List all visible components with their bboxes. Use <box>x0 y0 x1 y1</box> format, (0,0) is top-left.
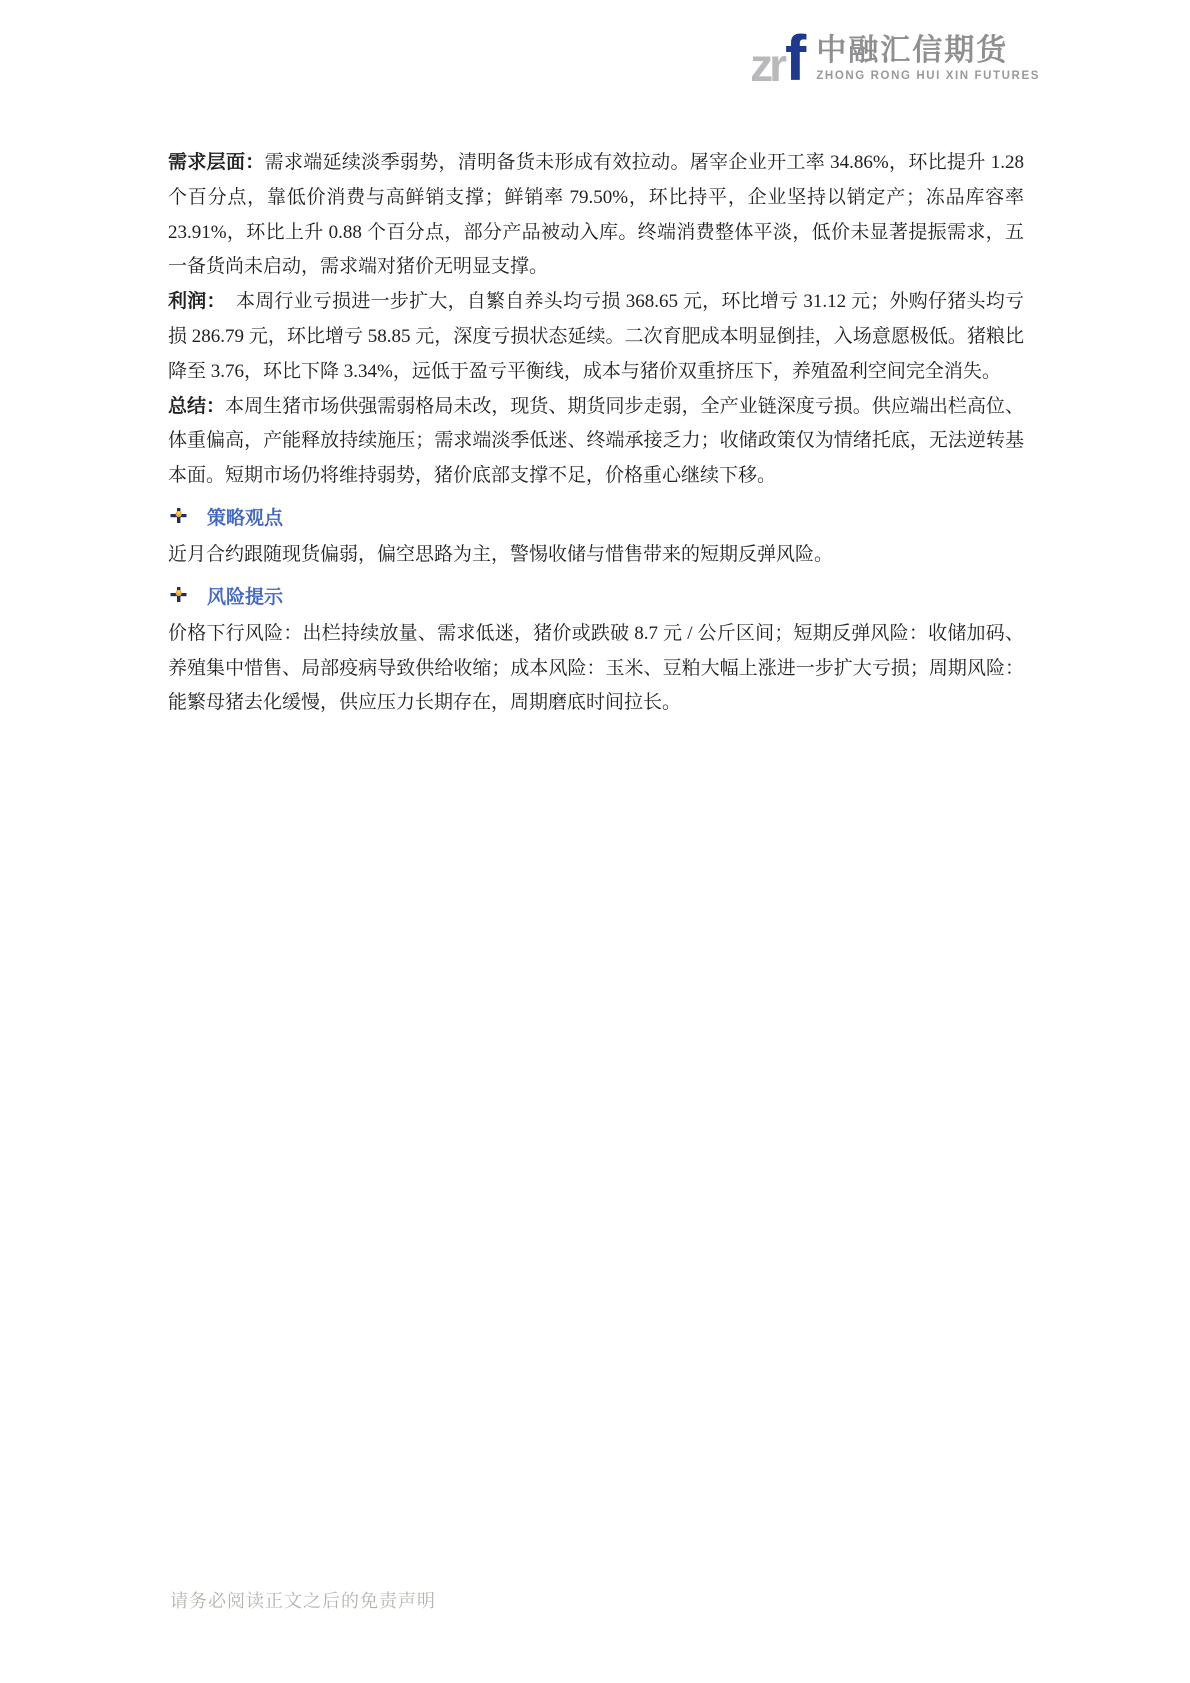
report-content <box>168 146 1024 721</box>
company-logo <box>750 22 1040 94</box>
paragraph-text-demand: 需求端延续淡季弱势，清明备货未形成有效拉动。屠宰企业开工率 34.86%，环比提升 1.28 个百分点，靠低价消费与高鲜销支撑；鲜销率 79.50%，环比持平，企业坚持以销定产；冻品库容率 23.91%，环比上升 0.88 个百分点，部分产品被动入库。终端消费整体平淡，低价未显著提振需求，五一备货尚未启动，需求端对猪价无明显支撑。 <box>168 152 1024 278</box>
section-body-risk: 价格下行风险：出栏持续放量、需求低迷，猪价或跌破 8.7 元 / 公斤区间；短期反弹风险：收储加码、养殖集中惜售、局部疫病导致供给收缩；成本风险：玉米、豆粕大幅上涨进一步扩大亏损；周期风险：能繁母猪去化缓慢，供应压力长期存在，周期磨底时间拉长。 <box>168 622 1024 714</box>
section-heading-strategy <box>170 503 1024 531</box>
section-body-strategy: 近月合约跟随现货偏弱，偏空思路为主，警惕收储与惜售带来的短期反弹风险。 <box>168 543 834 565</box>
paragraph-lead-summary: 总结： <box>168 395 226 417</box>
logo-names <box>816 34 1040 82</box>
plus-bullet-icon <box>170 508 187 525</box>
section-title-strategy: 策略观点 <box>207 508 284 530</box>
section-heading-risk <box>170 582 1024 610</box>
footer-disclaimer: 请务必阅读正文之后的免责声明 <box>170 1591 436 1611</box>
section-title-risk: 风险提示 <box>207 587 284 609</box>
paragraph-summary <box>168 390 1024 494</box>
logo-zrf-mark <box>750 22 807 94</box>
paragraph-text-profit: 本周行业亏损进一步扩大，自繁自养头均亏损 368.65 元，环比增亏 31.12 元；外购仔猪头均亏损 286.79 元，环比增亏 58.85 元，深度亏损状态延续。二次育肥成本明显倒挂，入场意愿极低。猪粮比降至 3.76，环比下降 3.34%，远低于盈亏平衡线，成本与猪价双重挤压下，养殖盈利空间完全消失。 <box>168 291 1024 382</box>
logo-letters-zr: zr <box>750 39 783 91</box>
paragraph-profit <box>168 285 1024 389</box>
paragraph-demand <box>168 146 1024 285</box>
logo-letter-f: f <box>785 22 807 94</box>
company-name-en: ZHONG RONG HUI XIN FUTURES <box>816 70 1040 82</box>
paragraph-text-summary: 本周生猪市场供强需弱格局未改，现货、期货同步走弱，全产业链深度亏损。供应端出栏高位、体重偏高，产能释放持续施压；需求端淡季低迷、终端承接乏力；收储政策仅为情绪托底，无法逆转基本面。短期市场仍将维持弱势，猪价底部支撑不足，价格重心继续下移。 <box>168 395 1024 487</box>
company-name-cn: 中融汇信期货 <box>816 34 1009 67</box>
plus-bullet-icon <box>170 587 187 604</box>
paragraph-lead-demand: 需求层面： <box>168 152 265 173</box>
paragraph-lead-profit: 利润： <box>168 291 226 313</box>
